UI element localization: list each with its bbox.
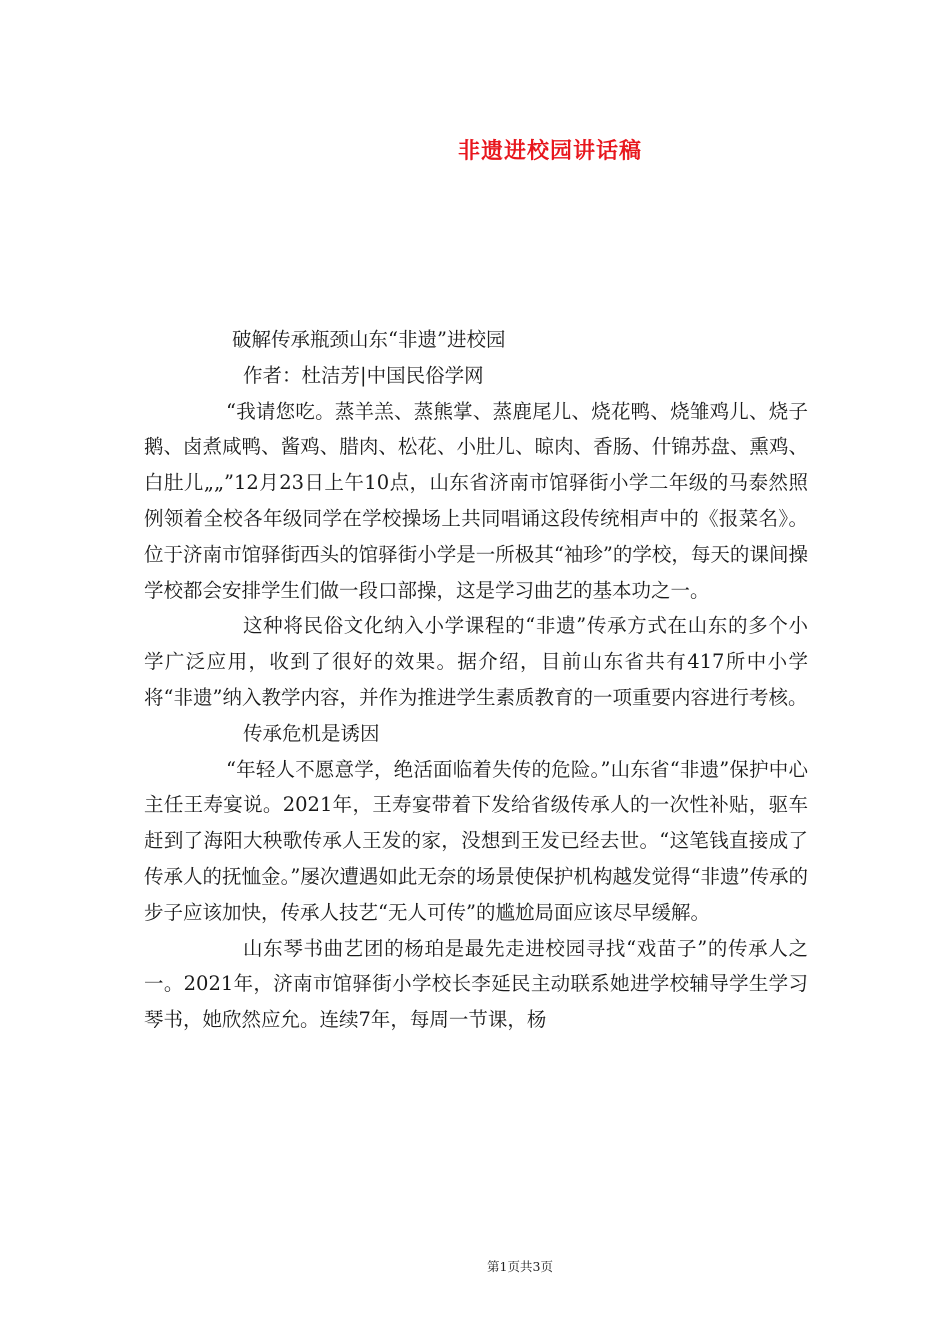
author-line: 作者：杜洁芳|中国民俗学网 <box>243 363 484 387</box>
document-title: 非遗进校园讲话稿 <box>457 139 642 164</box>
section-heading: 传承危机是诱因 <box>243 721 380 745</box>
paragraph: “我请您吃。蒸羊羔、蒸熊掌、蒸鹿尾儿、烧花鸭、烧雏鸡儿、烧子鹅、卤煮咸鸭、酱鸡、腊肉、松花、小肚儿、晾肉、香肠、什锦苏盘、熏鸡、白肚儿„„”12月23日上午10点，山东省济南市馆驿街小学二年级的马泰然照例领着全校各年级同学在学校操场上共同唱诵这段传统相声中的《报菜名》。位于济南市馆驿街西头的馆驿街小学是一所极其“袖珍”的学校，每天的课间操学校都会安排学生们做一段口部操，这是学习曲艺的基本功之一。 <box>144 399 808 602</box>
document-body <box>144 322 808 1038</box>
paragraph: “年轻人不愿意学，绝活面临着失传的危险。”山东省“非遗”保护中心主任王寿宴说。2021年，王寿宴带着下发给省级传承人的一次性补贴，驱车赶到了海阳大秧歌传承人王发的家，没想到王发已经去世。“这笔钱直接成了传承人的抚恤金。”屡次遭遇如此无奈的场景使保护机构越发觉得“非遗”传承的步子应该加快，传承人技艺“无人可传”的尴尬局面应该尽早缓解。 <box>144 757 808 924</box>
paragraph: 山东琴书曲艺团的杨珀是最先走进校园寻找“戏苗子”的传承人之一。2021年，济南市馆驿街小学校长李延民主动联系她进学校辅导学生学习琴书，她欣然应允。连续7年，每周一节课，杨 <box>144 936 808 1032</box>
page-footer: 第1页共3页 <box>487 1259 553 1274</box>
paragraph: 这种将民俗文化纳入小学课程的“非遗”传承方式在山东的多个小学广泛应用，收到了很好的效果。据介绍，目前山东省共有417所中小学将“非遗”纳入教学内容，并作为推进学生素质教育的一项重要内容进行考核。 <box>144 614 808 709</box>
article-subtitle: 破解传承瓶颈山东“非遗”进校园 <box>232 328 506 351</box>
